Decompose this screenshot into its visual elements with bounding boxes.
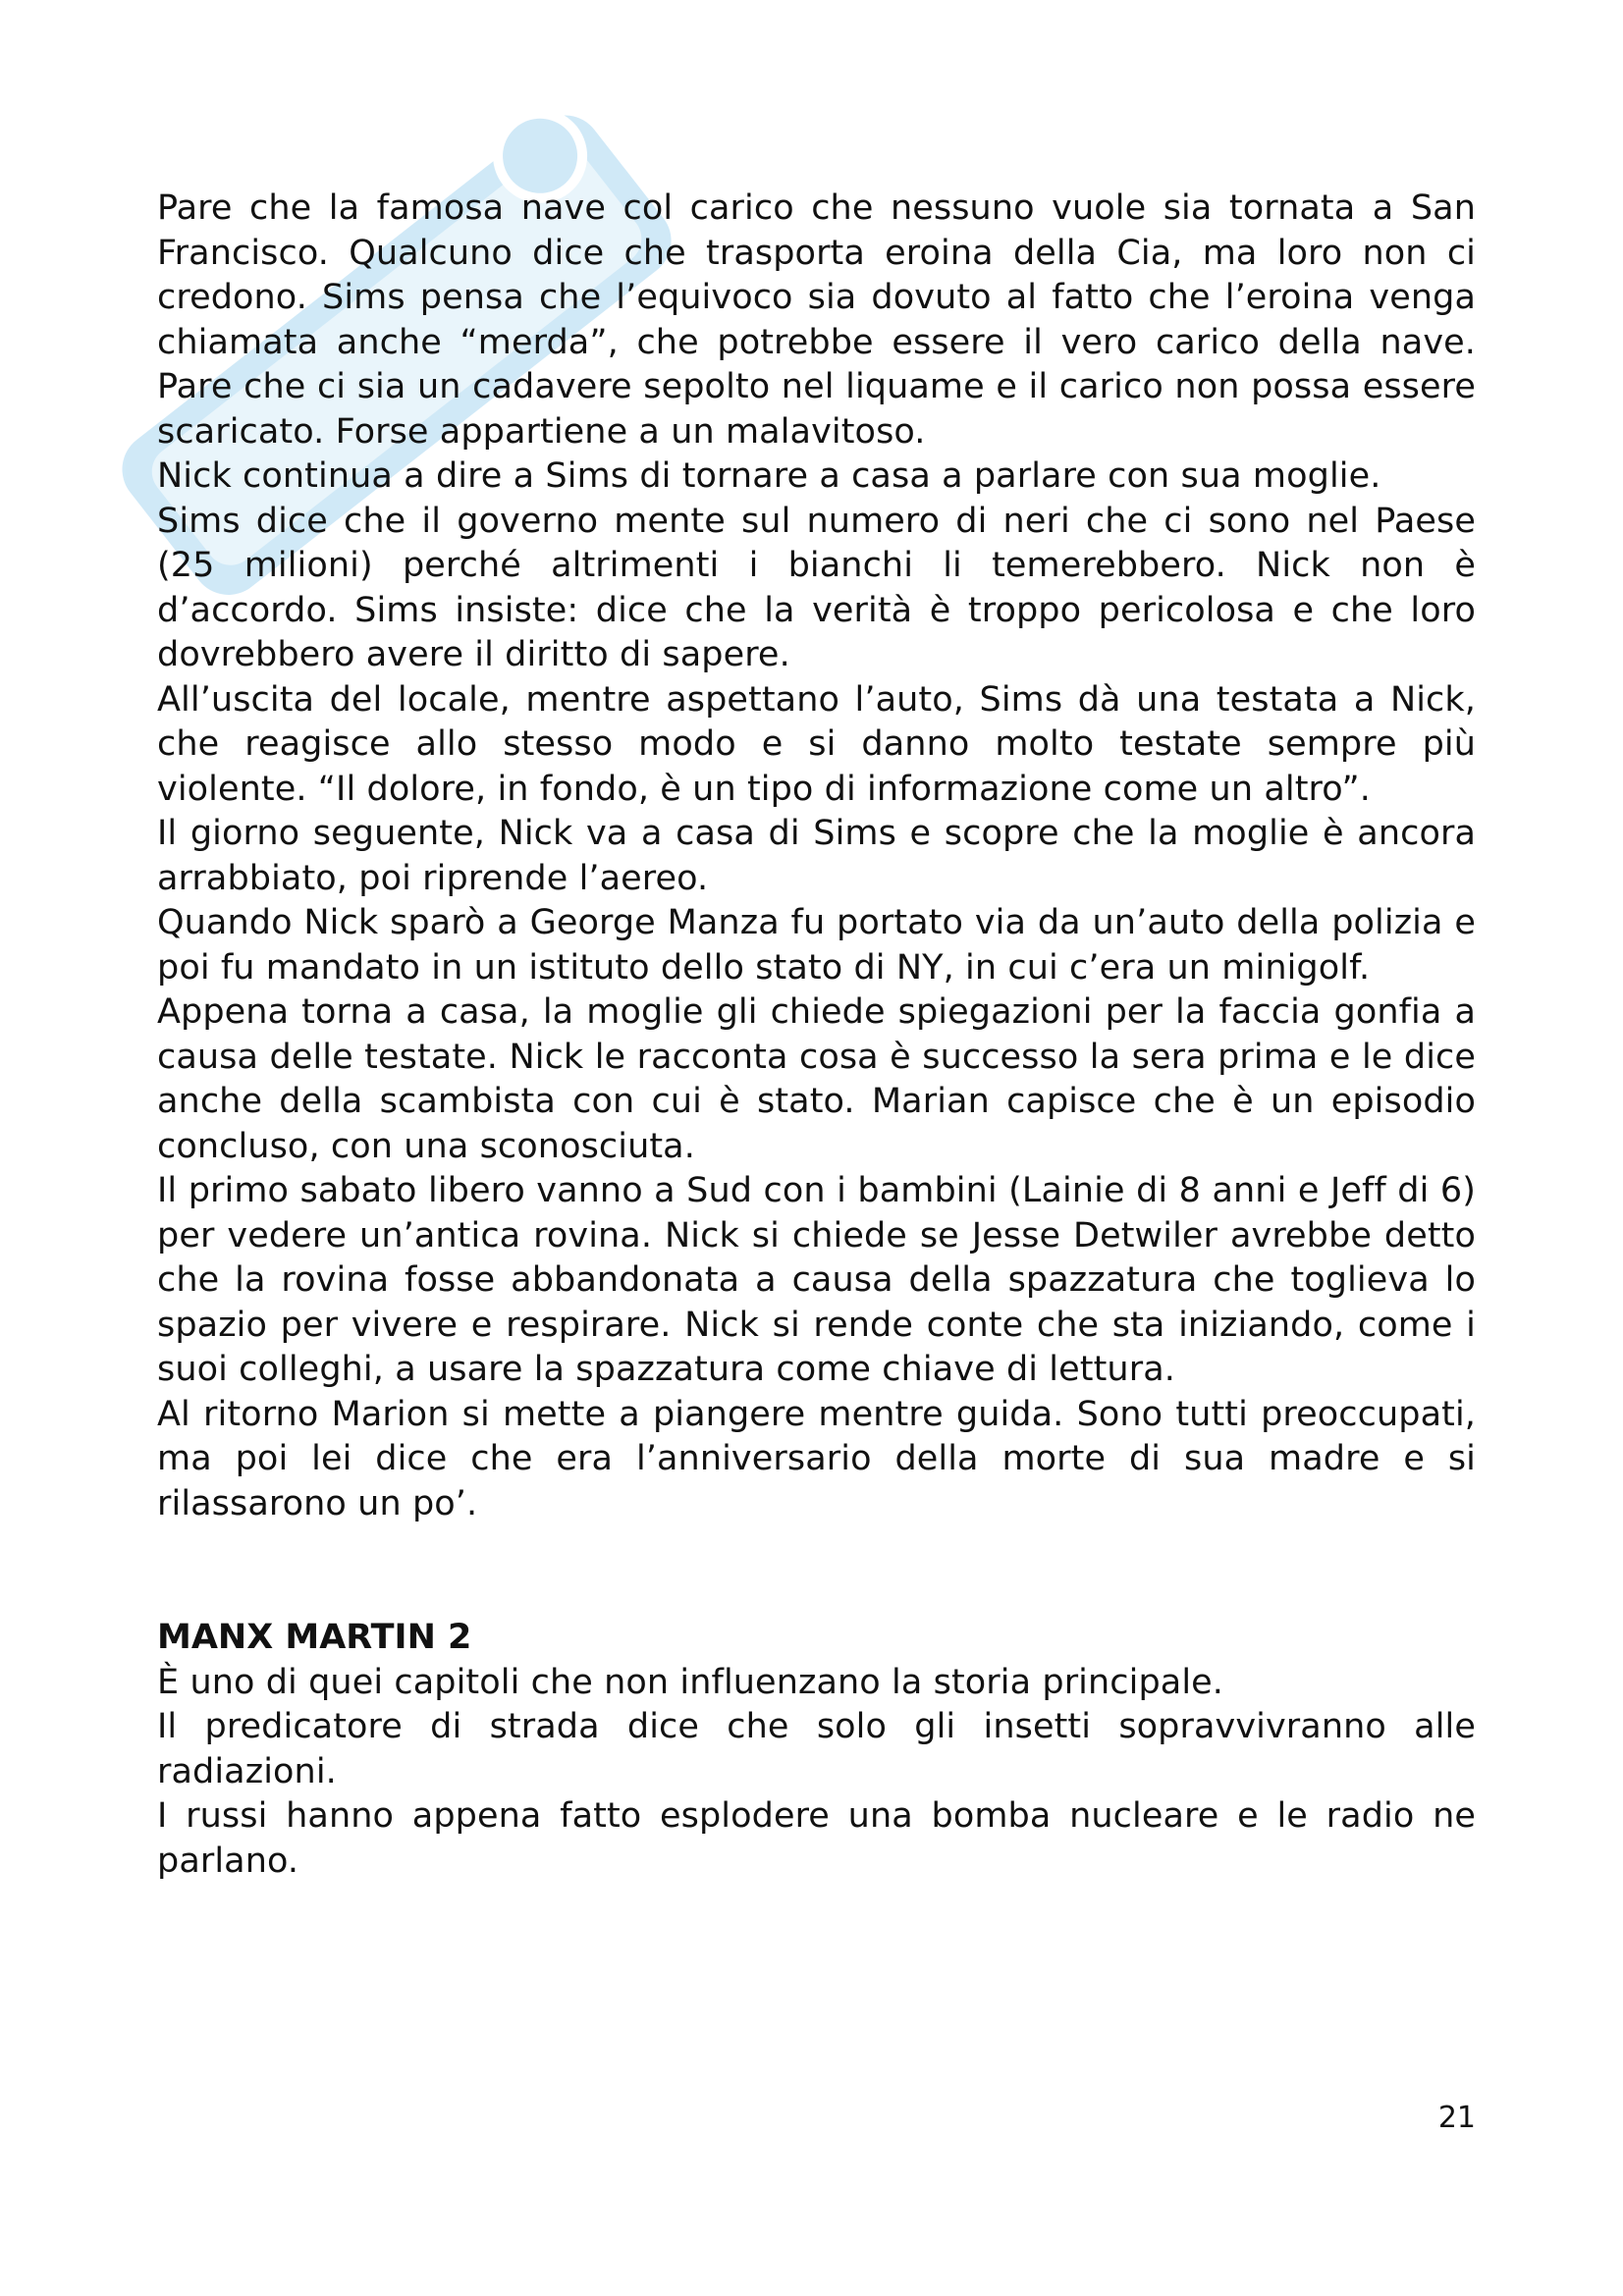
paragraph-russian-bomb: I russi hanno appena fatto esplodere una bomba nucleare e le radio ne parlano.	[157, 1796, 1476, 1881]
page-content	[157, 187, 1476, 1884]
paragraph-headbutts: All’uscita del locale, mentre aspettano l’auto, Sims dà una testata a Nick, che reagisce allo stesso modo e si danno molto testate sempre più violente. “Il dolore, in fondo, è un tipo di informazione come un altro”.	[157, 679, 1476, 809]
paragraph-manza-shooting: Quando Nick sparò a George Manza fu portato via da un’auto della polizia e poi fu mandato in un istituto dello stato di NY, in cui c’era un minigolf.	[157, 903, 1476, 988]
paragraph-chapter-note: È uno di quei capitoli che non influenzano la storia principale.	[157, 1662, 1223, 1702]
page-number: 21	[1437, 2101, 1476, 2135]
paragraph-government-lies: Sims dice che il governo mente sul numero di neri che ci sono nel Paese (25 milioni) perché altrimenti i bianchi li temerebbero. Nick non è d’accordo. Sims insiste: dice che la verità è troppo pericolosa e che loro dovrebbero avere il diritto di sapere.	[157, 501, 1476, 674]
paragraph-back-home: Appena torna a casa, la moglie gli chiede spiegazioni per la faccia gonfia a causa delle testate. Nick le racconta cosa è successo la sera prima e le dice anche della scambista con cui è stato. Marian capisce che è un episodio concluso, con una sconosciuta.	[157, 992, 1476, 1166]
paragraph-return-trip: Al ritorno Marion si mette a piangere mentre guida. Sono tutti preoccupati, ma poi lei dice che era l’anniversario della morte di sua madre e si rilassarono un po’.	[157, 1394, 1476, 1523]
paragraph-ship-cargo: Pare che la famosa nave col carico che nessuno vuole sia tornata a San Francisco. Qualcuno dice che trasporta eroina della Cia, ma loro non ci credono. Sims pensa che l’equivoco sia dovuto al fatto che l’eroina venga chiamata anche “merda”, che potrebbe essere il vero carico della nave. Pare che ci sia un cadavere sepolto nel liquame e il carico non possa essere scaricato. Forse appartiene a un malavitoso.	[157, 188, 1476, 452]
paragraph-street-preacher: Il predicatore di strada dice che solo gli insetti sopravvivranno alle radiazioni.	[157, 1707, 1476, 1791]
section-spacer	[157, 1526, 1476, 1616]
paragraph-first-saturday: Il primo sabato libero vanno a Sud con i bambini (Lainie di 8 anni e Jeff di 6) per vedere un’antica rovina. Nick si chiede se Jesse Detwiler avrebbe detto che la rovina fosse abbandonata a causa della spazzatura che toglieva lo spazio per vivere e respirare. Nick si rende conte che sta iniziando, come i suoi colleghi, a usare la spazzatura come chiave di lettura.	[157, 1171, 1476, 1389]
section-heading: MANX MARTIN 2	[157, 1618, 472, 1657]
paragraph-next-day: Il giorno seguente, Nick va a casa di Sims e scopre che la moglie è ancora arrabbiato, poi riprende l’aereo.	[157, 814, 1476, 898]
paragraph-nick-advice: Nick continua a dire a Sims di tornare a casa a parlare con sua moglie.	[157, 456, 1381, 496]
